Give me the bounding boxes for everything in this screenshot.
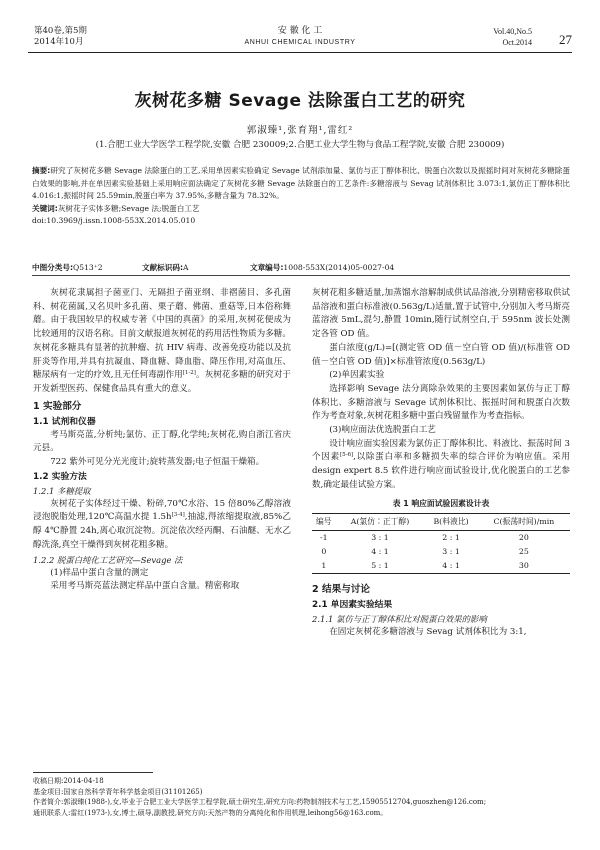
intro-paragraph	[33, 287, 291, 397]
extraction-ref: [3-4]	[171, 512, 185, 519]
rsm-ref: [5-6]	[339, 452, 354, 459]
header-volume-cn: 第40卷,第5期	[34, 26, 87, 36]
table-cell: 4 : 1	[371, 547, 389, 557]
document-code	[142, 262, 189, 274]
footnote-author-info: 作者简介:郭淑臻(1988-),女,毕业于合肥工业大学医学工程学院,硕士研究生,研究方向:药物制剂技术与工艺,15905512704,guoszhen@126.com;	[33, 798, 487, 807]
section-1-2-2-heading: 1.2.2 脱蛋白纯化工艺研究—Sevage 法	[33, 554, 183, 565]
doc-code-value: A	[183, 263, 189, 272]
header-journal-cn: 安 徽 化 工	[277, 26, 323, 36]
keywords-text: 灰树花子实体多糖;Sevage 法;脱蛋白工艺	[57, 203, 200, 213]
single-factor-paragraph: 选择影响 Sevage 法分离除杂效果的主要因素如氯仿与正丁醇体积比、多糖溶液与 Sevage 试剂体积比、振摇时间和脱蛋白次数作为考查对象,灰树花粗多糖中蛋白残留量作为考查指标。	[312, 383, 570, 422]
rsm-text: 设计响应面实验因素为氯仿正丁醇体积比、料液比、振荡时间 3 个因素	[312, 438, 570, 463]
clc-value: Q513⁺2	[73, 263, 103, 272]
table-cell: 2 : 1	[442, 533, 460, 543]
keywords-label: 关键词:	[32, 203, 58, 213]
table-1-title: 表 1 响应面试验因素设计表	[392, 498, 490, 508]
extraction-text-end: ,抽滤,得浓缩提取液,85%乙醇 4℃静置 24h,离心取沉淀物。沉淀依次经丙酮、石油醚、无水乙醇洗涤,真空干燥得到灰树花粗多糖。	[33, 512, 291, 550]
protein-formula: 蛋白浓度(g/L)=[(测定管 OD 值－空白管 OD 值)/(标准管 OD 值－空白管 OD 值)]×标准管浓度(0.563g/L)	[312, 342, 570, 367]
doc-code-label: 文献标识码:	[142, 263, 184, 272]
page-header	[28, 26, 572, 60]
table-header-cell: A(氯仿∶正丁醇)	[336, 514, 425, 531]
table-cell: 20	[518, 533, 529, 543]
extraction-paragraph	[33, 498, 291, 553]
section-2-1-1-heading: 2.1.1 氯仿与正丁醇体积比对脱蛋白效果的影响	[312, 614, 487, 625]
section-1-2-heading: 1.2 实验方法	[33, 471, 87, 482]
table-row	[312, 559, 570, 574]
paper-title: 灰树花多糖 Sevage 法除蛋白工艺的研究	[134, 91, 466, 111]
table-cell: 3 : 1	[371, 533, 389, 543]
header-divider	[28, 52, 572, 53]
table-header-cell: C(振荡时间)/min	[478, 514, 570, 531]
sub-heading-2: (2)单因素实验	[329, 370, 385, 381]
section-1-heading: 1 实验部分	[33, 400, 82, 412]
reagents-paragraph: 考马斯亮蓝,分析纯;氯仿、正丁醇,化学纯;灰树花,购自浙江省庆元县。	[33, 429, 291, 454]
abstract	[32, 165, 570, 228]
result-paragraph: 在固定灰树花多糖溶液与 Sevag 试剂体积比为 3:1,	[329, 627, 527, 638]
section-2-heading: 2 结果与讨论	[312, 584, 370, 596]
article-number	[250, 262, 394, 274]
intro-text-end: 。灰树花多糖的研究对于开发新型医药、保健食品具有重大的意义。	[33, 370, 291, 394]
extraction-text: 灰树花子实体经过干燥、粉碎,70℃水浴、15 倍80%乙醇溶液浸泡脱脂处理,120℃高温水提 1.5h	[33, 498, 291, 523]
footnotes	[33, 776, 573, 818]
table-cell: 0	[321, 547, 327, 557]
article-label: 文章编号:	[250, 263, 284, 272]
table-cell: 1	[312, 559, 336, 574]
section-2-1-heading: 2.1 单因素实验结果	[312, 600, 393, 611]
protein-method-continued: 灰树花粗多糖适量,加蒸馏水溶解制成供试品溶液,分别精密移取供试品溶液和蛋白标准液(0.563g/L)适量,置于试管中,分别加入考马斯亮蓝溶液 5mL,混匀,静置 10min,随行试剂空白,于 595nm 波长处测定各管 OD 值。	[312, 288, 570, 340]
table-cell: 4 : 1	[424, 559, 477, 574]
clc-code	[32, 262, 103, 274]
doi: doi:10.3969/j.issn.1008-553X.2014.05.010	[32, 216, 196, 226]
sub-heading-1: (1)样品中蛋白含量的测定	[50, 567, 149, 578]
header-date-cn: 2014年10月	[34, 37, 84, 47]
table-1	[312, 513, 570, 574]
abstract-label: 摘要:	[32, 166, 51, 175]
intro-text: 灰树花隶属担子菌亚门、无隔担子菌亚纲、非褶菌目、多孔菌科、树花菌属,又名贝叶多孔菌、栗子蘑、佛菌、重菇等,日本俗称舞蘑。由于我国较早的权威专著《中国的真菌》的采用,灰树花便成为比较通用的汉语名称。目前文献报道灰树花的药用活性物质为多糖。灰树花多糖具有显著的抗肿瘤、抗 HIV 病毒、改善免疫功能以及抗肝炎等作用,并具有抗凝血、降血糖、降血脂、降压作用,对高血压、糖尿病有一定的疗效,且无任何毒副作用	[33, 288, 291, 381]
footnote-fund: 基金项目:国家自然科学青年科学基金项目(31101265)	[33, 787, 203, 796]
table-cell: -1	[320, 533, 328, 543]
instruments-paragraph: 722 紫外可见分光光度计;旋转蒸发器;电子恒温干燥箱。	[50, 457, 265, 468]
section-1-2-1-heading: 1.2.1 多糖提取	[33, 485, 91, 496]
paper-affiliation: (1.合肥工业大学医学工程学院,安徽 合肥 230009;2.合肥工业大学生物与食品工程学院,安徽 合肥 230009)	[95, 140, 505, 150]
footnote-contact: 通讯联系人:雷红(1973-),女,博士,硕导,副教授,研究方向:天然产物的分离纯化和作用机理,leihong56@163.com。	[33, 808, 388, 817]
table-cell: 25	[518, 547, 529, 557]
paper-authors: 郭淑臻¹,张育翔¹,雷红²	[246, 125, 354, 136]
abstract-divider	[32, 275, 570, 276]
header-date-en: Oct.2014	[502, 38, 532, 47]
footnote-divider	[33, 772, 153, 773]
right-column	[312, 287, 570, 640]
table-header-cell: 编号	[312, 514, 336, 531]
rsm-paragraph	[312, 438, 570, 493]
table-row	[312, 531, 570, 546]
table-row	[312, 545, 570, 559]
header-volume-en-info	[493, 26, 532, 48]
sub-heading-3: (3)响应面法优选脱蛋白工艺	[329, 425, 436, 436]
protein-method-paragraph: 采用考马斯亮蓝法测定样品中蛋白含量。精密称取	[50, 581, 240, 592]
rsm-text-end: ,以除蛋白率和多糖损失率的综合评价为响应值。采用 design expert 8.5 软件进行响应面试验设计,优化脱蛋白的工艺参数,确定最佳试验方案。	[312, 452, 570, 490]
table-cell: 30	[478, 559, 570, 574]
page-number: 27	[559, 32, 572, 47]
table-cell: 5 : 1	[336, 559, 425, 574]
header-journal	[28, 26, 572, 48]
footnote-received: 收稿日期:2014-04-18	[33, 777, 104, 785]
abstract-text: 研究了灰树花多糖 Sevage 法除蛋白的工艺,采用单因素实验确定 Sevage 试剂添加量、氯仿与正丁醇体积比、脱蛋白次数以及振摇时间对灰树花多糖除蛋白效果的影响,并在单因素实验基础上采用响应面法确定了灰树花多糖 Sevage 法除蛋白的工艺条件:多糖溶液与 Sevag 试剂体积比 3.073:1,氯仿正丁醇体积比 4.016:1,振摇时间 25.59min,脱蛋白率为 37.95%,多糖含量为 78.32%。	[32, 166, 570, 201]
intro-ref: [1-2]	[182, 370, 196, 377]
keywords	[32, 203, 570, 216]
table-header-row	[312, 514, 570, 531]
article-value: 1008-553X(2014)05-0027-04	[283, 263, 395, 272]
section-1-1-heading: 1.1 试剂和仪器	[33, 416, 96, 427]
table-header-cell: B(料液比)	[424, 514, 477, 531]
header-journal-en: ANHUI CHEMICAL INDUSTRY	[244, 39, 356, 46]
table-cell: 3 : 1	[442, 547, 460, 557]
header-volume-en: Vol.40,No.5	[493, 27, 532, 36]
left-column	[33, 287, 291, 594]
clc-label: 中图分类号:	[32, 263, 74, 272]
